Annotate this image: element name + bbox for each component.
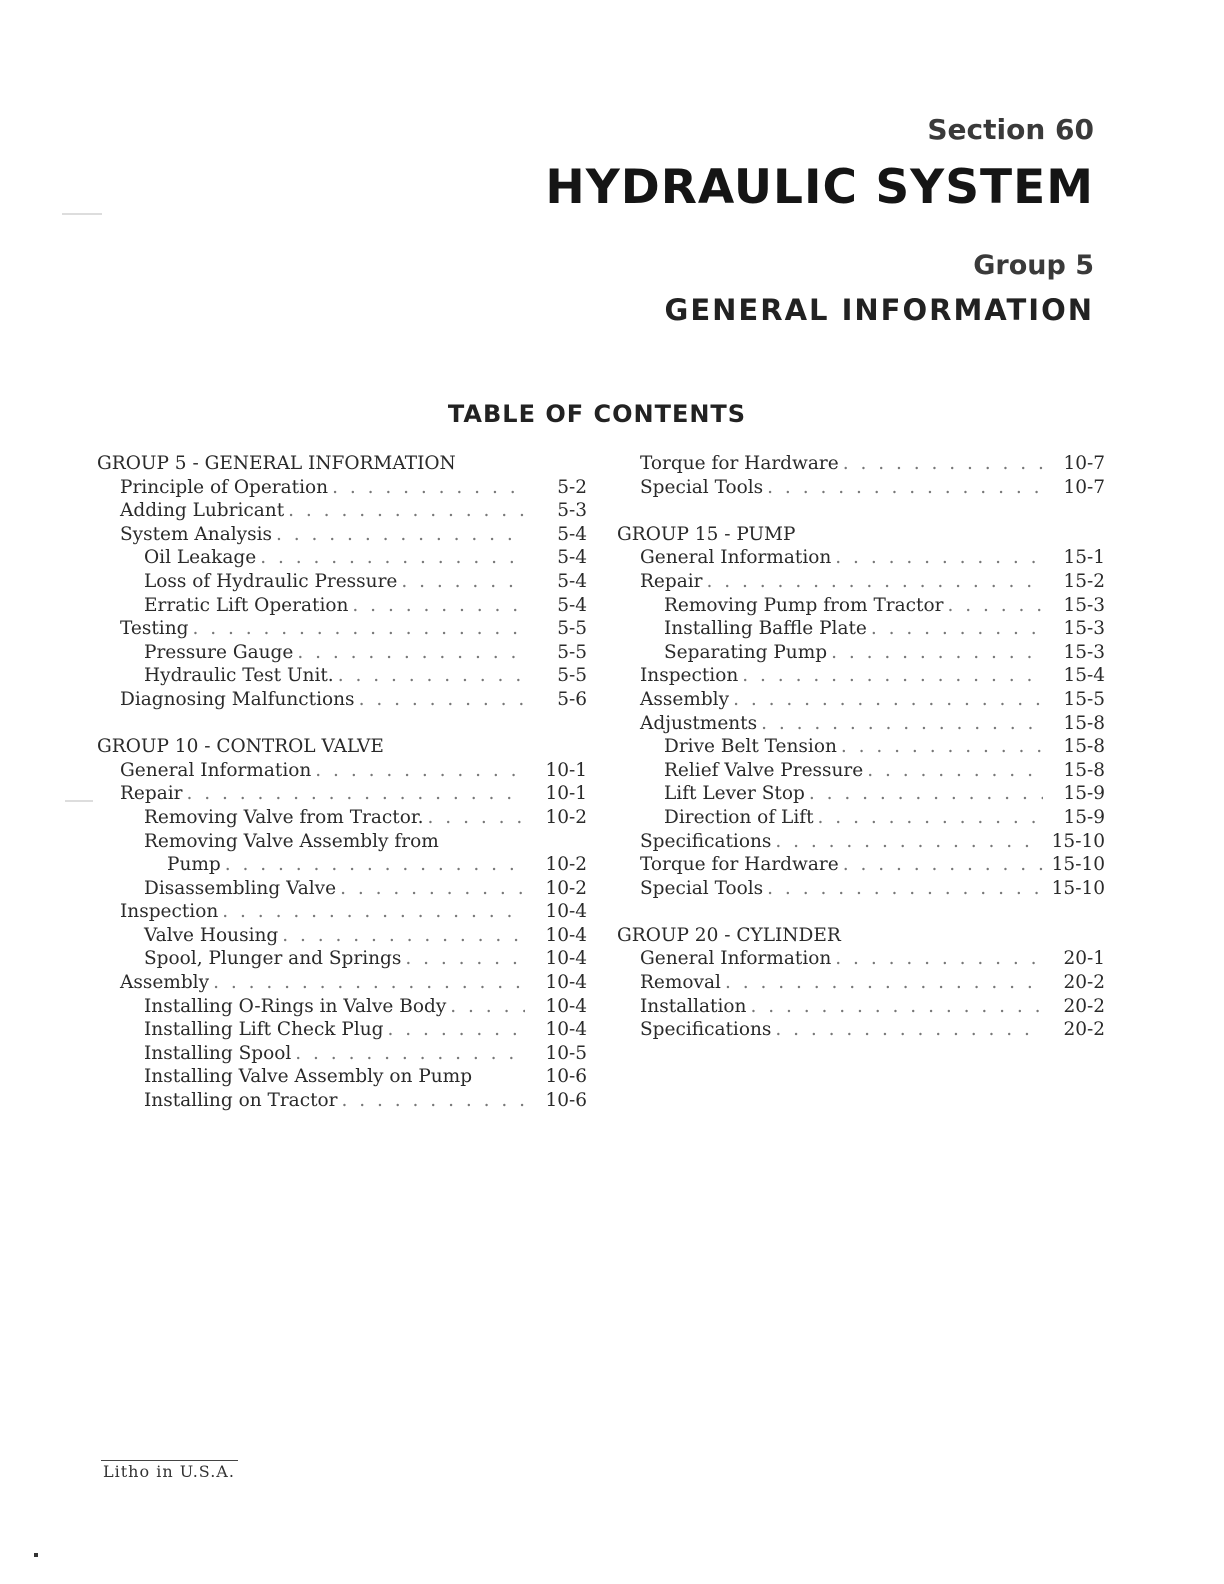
toc-page-number: 5-5 [557,618,587,640]
toc-group-heading [97,735,587,759]
toc-page-number: 20-2 [1063,1019,1105,1041]
toc-entry-title: GROUP 15 - PUMP [617,523,796,545]
toc-entry [617,759,1105,783]
toc-entry-title: General Information [640,948,832,970]
toc-entry-title: Pressure Gauge [144,641,294,663]
toc-page-number: 15-2 [1063,570,1105,592]
toc-page-number: 10-4 [545,972,587,994]
toc-entry [97,1042,587,1066]
toc-entry-title: Diagnosing Malfunctions [120,688,355,710]
scan-mark [62,213,102,215]
toc-entry [617,641,1105,665]
toc-page-number: 10-7 [1063,453,1105,474]
toc-entry-title: Installing Valve Assembly on Pump [144,1066,473,1088]
toc-page-number: 10-4 [545,1019,587,1041]
toc-leader-dots [424,806,525,830]
toc-entry [97,641,587,665]
toc-page-number: 15-3 [1063,641,1105,663]
toc-entry [617,688,1105,712]
toc-page-number: 5-5 [557,665,587,687]
toc-entry-title: Torque for Hardware [640,854,839,876]
toc-leader-dots [729,688,1043,712]
toc-entry [617,546,1105,570]
toc-leader-dots [943,594,1043,618]
toc-page-number: 10-5 [545,1042,587,1064]
toc-entry-title: Assembly [120,972,210,994]
toc-page-number: 15-10 [1051,877,1105,899]
toc-entry [97,782,587,806]
toc-entry [617,594,1105,618]
toc-page-number: 15-10 [1051,854,1105,876]
toc-entry [97,594,587,618]
toc-entry [97,1065,587,1089]
toc-entry [97,830,587,854]
toc-entry [617,782,1105,806]
toc-entry-title: Relief Valve Pressure [664,759,864,781]
toc-page-number: 5-4 [557,594,587,616]
toc-right-column [617,452,1105,1042]
toc-entry [97,971,587,995]
toc-entry [617,947,1105,971]
toc-entry-title: Adding Lubricant [120,500,285,522]
toc-leader-dots [291,1042,525,1066]
toc-entry [97,546,587,570]
toc-entry-title: GROUP 5 - GENERAL INFORMATION [97,453,456,474]
toc-leader-dots [837,735,1043,759]
toc-entry [617,617,1105,641]
toc-leader-dots [757,712,1043,736]
footer-rule [101,1460,238,1461]
toc-entry [617,1018,1105,1042]
toc-page-number: 15-3 [1063,618,1105,640]
toc-entry [97,1089,587,1113]
toc-page-number: 15-4 [1063,665,1105,687]
toc-entry-title: Removing Pump from Tractor [664,594,944,616]
toc-leader-dots [401,947,525,971]
toc-page-number: 5-4 [557,523,587,545]
toc-entry-title: Loss of Hydraulic Pressure [144,570,398,592]
toc-page-number: 10-2 [545,806,587,828]
toc-entry-title: Repair [640,570,703,592]
toc-leader-dots [272,523,525,547]
toc-leader-dots [738,664,1043,688]
toc-leader-dots [446,995,525,1019]
toc-page-number: 20-1 [1063,948,1105,970]
toc-entry-title: Disassembling Valve [144,877,337,899]
toc-entry-title: Specifications [640,830,772,852]
toc-left-column [97,452,587,1113]
scan-mark [34,1553,38,1557]
toc-page-number: 15-9 [1063,783,1105,805]
toc-entry [97,900,587,924]
toc-entry-title: Oil Leakage [144,547,257,569]
toc-group-heading [617,924,1105,948]
toc-entry [617,570,1105,594]
toc-entry-title: Drive Belt Tension [664,736,837,758]
toc-group-heading [617,523,1105,547]
toc-entry-title: GROUP 10 - CONTROL VALVE [97,736,384,758]
toc-entry-title: General Information [640,547,832,569]
toc-page-number: 10-4 [545,901,587,923]
toc-page-number: 15-3 [1063,594,1105,616]
toc-entry [97,995,587,1019]
toc-entry-title: Pump [167,854,221,876]
toc-leader-dots [397,570,525,594]
toc-entry-title: Repair [120,783,183,805]
toc-leader-dots [218,900,525,924]
toc-leader-dots [334,664,525,688]
toc-page-number: 20-2 [1063,972,1105,994]
page-title: HYDRAULIC SYSTEM [545,160,1094,215]
toc-page-number: 15-1 [1063,547,1105,569]
toc-page-number: 5-4 [557,547,587,569]
group-label: Group 5 [973,250,1094,281]
toc-page-number: 15-10 [1051,830,1105,852]
toc-leader-dots [863,759,1043,783]
toc-leader-dots [338,1089,526,1113]
toc-leader-dots [771,830,1043,854]
toc-leader-dots [384,1018,525,1042]
toc-page-number: 10-6 [545,1090,587,1112]
toc-leader-dots [348,594,525,618]
toc-entry-title: Installing Baffle Plate [664,618,867,640]
toc-leader-dots [256,546,525,570]
toc-entry-title: Adjustments [640,712,758,734]
toc-page-number: 10-4 [545,948,587,970]
toc-page-number: 10-2 [545,854,587,876]
toc-entry [97,1018,587,1042]
toc-page-number: 10-7 [1063,476,1105,498]
toc-page-number: 5-5 [557,641,587,663]
toc-page-number: 10-4 [545,924,587,946]
toc-entry [617,476,1105,500]
toc-entry-title: Removal [640,972,721,994]
footer-litho: Litho in U.S.A. [103,1462,235,1481]
toc-leader-dots [355,688,525,712]
toc-entry-title: Erratic Lift Operation [144,594,349,616]
toc-leader-dots [771,1018,1043,1042]
toc-page-number: 10-1 [545,783,587,805]
toc-entry-title: Special Tools [640,877,764,899]
toc-leader-dots [328,476,525,500]
group-title: GENERAL INFORMATION [664,293,1094,327]
toc-entry-title: Inspection [120,901,219,923]
toc-entry-title: Torque for Hardware [640,453,839,474]
toc-page-number: 5-6 [557,688,587,710]
scan-mark [65,800,93,802]
toc-leader-dots [831,546,1043,570]
toc-leader-dots [721,971,1043,995]
toc-entry [97,877,587,901]
toc-leader-dots [763,877,1043,901]
toc-entry-title: Removing Valve Assembly from [144,830,439,852]
toc-entry-title: Specifications [640,1019,772,1041]
toc-entry [97,499,587,523]
toc-leader-dots [827,641,1043,665]
toc-entry [97,476,587,500]
toc-page-number: 10-6 [545,1066,587,1088]
toc-entry [617,664,1105,688]
toc-entry-title: Inspection [640,665,739,687]
toc-entry-title: Direction of Lift [664,806,814,828]
toc-title: TABLE OF CONTENTS [447,400,747,428]
toc-entry-title: Testing [120,618,189,640]
toc-leader-dots [746,995,1043,1019]
toc-entry-title: Separating Pump [664,641,828,663]
toc-entry [97,947,587,971]
toc-leader-dots [284,499,525,523]
toc-entry-title: Assembly [640,688,730,710]
toc-entry-title: Spool, Plunger and Springs [144,948,402,970]
toc-page-number: 15-8 [1063,712,1105,734]
toc-page-number: 15-5 [1063,688,1105,710]
toc-entry [97,806,587,830]
toc-page-number: 5-2 [557,476,587,498]
toc-leader-dots [188,617,525,641]
toc-page-number: 15-9 [1063,806,1105,828]
toc-entry-title: Installing Lift Check Plug [144,1019,384,1041]
toc-entry [97,617,587,641]
toc-entry [97,523,587,547]
toc-leader-dots [814,806,1043,830]
toc-entry [617,853,1105,877]
toc-entry [617,830,1105,854]
toc-page-number: 20-2 [1063,995,1105,1017]
toc-leader-dots [867,617,1043,641]
toc-leader-dots [831,947,1043,971]
toc-entry-title: GROUP 20 - CYLINDER [617,924,841,946]
toc-entry [617,806,1105,830]
toc-entry-title: Removing Valve from Tractor. [144,806,424,828]
toc-entry [617,735,1105,759]
toc-leader-dots [703,570,1043,594]
toc-page-number: 10-1 [545,759,587,781]
toc-entry [97,853,587,877]
toc-leader-dots [183,782,525,806]
toc-leader-dots [763,476,1043,500]
toc-leader-dots [336,877,525,901]
toc-leader-dots [839,452,1043,476]
toc-entry [97,688,587,712]
toc-entry [97,664,587,688]
toc-entry-title: Installation [640,995,747,1017]
toc-entry [97,924,587,948]
toc-entry [617,995,1105,1019]
toc-entry [617,452,1105,476]
toc-entry-title: Special Tools [640,476,764,498]
toc-entry-title: General Information [120,759,312,781]
toc-leader-dots [805,782,1043,806]
toc-entry [97,759,587,783]
toc-entry-title: Principle of Operation [120,476,329,498]
toc-entry-title: Installing O-Rings in Valve Body [144,995,447,1017]
toc-leader-dots [293,641,525,665]
section-label: Section 60 [927,113,1094,146]
toc-leader-dots [221,853,525,877]
toc-page-number: 10-2 [545,877,587,899]
toc-page-number: 5-3 [557,500,587,522]
toc-entry [617,877,1105,901]
toc-entry-title: System Analysis [120,523,273,545]
toc-entry-title: Installing on Tractor [144,1090,338,1112]
toc-leader-dots [839,853,1043,877]
toc-entry [617,712,1105,736]
toc-leader-dots [209,971,525,995]
toc-page-number: 5-4 [557,570,587,592]
toc-entry-title: Lift Lever Stop [664,783,805,805]
toc-entry [617,971,1105,995]
toc-entry [97,570,587,594]
toc-page-number: 15-8 [1063,759,1105,781]
toc-entry-title: Installing Spool [144,1042,292,1064]
toc-group-heading [97,452,587,476]
toc-page-number: 15-8 [1063,736,1105,758]
toc-entry-title: Valve Housing [144,924,279,946]
toc-leader-dots [278,924,525,948]
toc-leader-dots [311,759,525,783]
toc-page-number: 10-4 [545,995,587,1017]
toc-entry-title: Hydraulic Test Unit. [144,665,334,687]
